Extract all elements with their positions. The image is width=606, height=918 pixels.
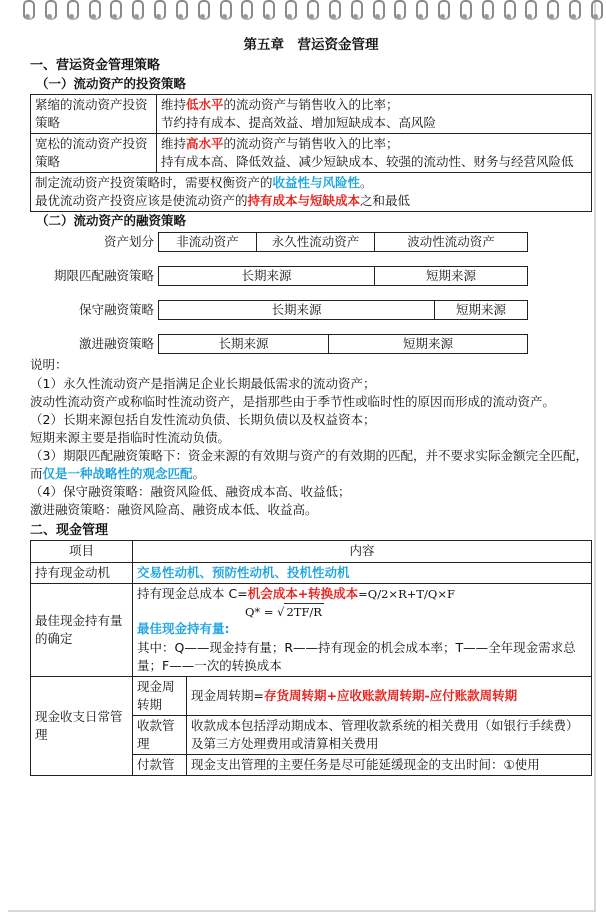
- text-run: 之和最低: [360, 193, 411, 209]
- text-run: 。: [192, 466, 206, 482]
- cash-management-table: [30, 540, 592, 776]
- spiral-ring-icon: [109, 0, 119, 22]
- table-row: [31, 676, 592, 715]
- spiral-ring-icon: [546, 0, 556, 22]
- loose-strategy-content: [157, 133, 592, 172]
- spiral-ring-icon: [590, 0, 600, 22]
- matching-strategy-row: [30, 266, 592, 286]
- spiral-ring-icon: [219, 0, 229, 22]
- spiral-ring-icon: [524, 0, 534, 22]
- column-header-content: 内容: [133, 541, 592, 562]
- table-header-row: [31, 541, 592, 562]
- investment-strategy-table: [30, 94, 592, 213]
- emphasis-opportunity-conversion-cost: 机会成本+转换成本: [247, 585, 359, 601]
- matching-strategy-bar: [158, 266, 528, 286]
- asset-division-bar: [158, 232, 528, 252]
- emphasis-high-level: 高水平: [186, 135, 224, 151]
- subsection-heading-investment: （一）流动资产的投资策略: [36, 76, 187, 92]
- spiral-ring-icon: [153, 0, 163, 22]
- note-4a: （4）保守融资策略：融资风险低、融资成本高、收益低；: [30, 484, 351, 500]
- spiral-binding: [22, 0, 600, 22]
- notes-block: [30, 356, 592, 519]
- notes-title: 说明：: [30, 357, 68, 373]
- emphasis-low-level: 低水平: [186, 96, 224, 112]
- loose-strategy-label: 宽松的流动资产投资策略: [31, 133, 157, 172]
- note-3: [30, 447, 592, 483]
- section-heading-cash: 二、现金管理: [30, 522, 109, 538]
- spiral-ring-icon: [437, 0, 447, 22]
- spiral-ring-icon: [131, 0, 141, 22]
- permanent-current-asset-cell: 永久性流动资产: [257, 233, 375, 251]
- emphasis-holding-shortage-cost: 持有成本与短缺成本: [247, 193, 361, 209]
- optimal-cash-content: [133, 583, 592, 676]
- table-row: [31, 173, 592, 212]
- subsection-heading-financing: （二）流动资产的融资策略: [36, 213, 187, 229]
- motive-label: 持有现金动机: [31, 562, 133, 583]
- investment-summary: [31, 173, 592, 212]
- spiral-ring-icon: [262, 0, 272, 22]
- total-cost-line: [137, 585, 587, 603]
- text-run: 。: [360, 175, 373, 191]
- spiral-ring-icon: [88, 0, 98, 22]
- aggressive-strategy-row: [30, 334, 592, 354]
- text-run: 的流动资产与销售收入的比率；: [223, 96, 399, 112]
- financing-diagram: [30, 232, 592, 354]
- summary-line-1: [35, 174, 587, 192]
- spiral-ring-icon: [481, 0, 491, 22]
- short-term-source-cell: 短期来源: [455, 302, 506, 318]
- summary-line-2: [35, 192, 587, 210]
- text-run: 现金周转期=: [191, 687, 264, 703]
- formula-radicand: 2TF/R: [286, 604, 322, 619]
- spiral-ring-icon: [459, 0, 469, 22]
- short-term-source-cell: 短期来源: [402, 336, 453, 352]
- emphasis-return-risk: 收益性与风险性: [272, 175, 361, 191]
- emphasis-cycle-formula: 存货周转期+应收账款周转期-应付账款周转期: [263, 687, 518, 703]
- noncurrent-asset-cell: 非流动资产: [159, 233, 257, 251]
- text-run: 维持: [161, 135, 187, 151]
- optimal-cash-label: 最佳现金持有量的确定: [31, 583, 133, 676]
- spiral-ring-icon: [350, 0, 360, 22]
- spiral-ring-icon: [306, 0, 316, 22]
- notebook-page: [8, 0, 596, 912]
- cash-cycle-label: 现金周转期: [133, 676, 187, 715]
- page-content: [30, 36, 592, 776]
- table-row: [31, 583, 592, 676]
- payment-label: 付款管: [133, 755, 187, 776]
- spiral-ring-icon: [22, 0, 32, 22]
- aggressive-strategy-label: 激进融资策略: [78, 336, 154, 352]
- tight-strategy-label: 紧缩的流动资产投资策略: [31, 94, 157, 133]
- page-title: 第五章 营运资金管理: [243, 37, 379, 53]
- long-term-source-cell: 长期来源: [159, 267, 375, 285]
- conservative-strategy-bar: [158, 300, 528, 320]
- variable-definitions: 其中：Q——现金持有量；R——持有现金的机会成本率；T——全年现金需求总量；F——一次的转换成本: [137, 639, 576, 673]
- cash-cycle-content: [187, 676, 592, 715]
- spiral-ring-icon: [66, 0, 76, 22]
- formula-lhs: Q* =: [245, 604, 278, 619]
- section-heading-strategy: 一、营运资金管理策略: [30, 57, 161, 73]
- loose-line-2: 持有成本高、降低效益、减少短缺成本、较强的流动性、财务与经营风险低: [161, 153, 574, 169]
- total-cost-formula: =Q/2×R+T/Q×F: [358, 586, 455, 601]
- note-4b: 激进融资策略：融资风险高、融资成本低、收益高。: [30, 502, 318, 518]
- long-term-source-cell: 长期来源: [159, 301, 435, 319]
- daily-management-label: 现金收支日常管理: [31, 676, 133, 776]
- text-run: 的流动资产与销售收入的比率；: [223, 135, 399, 151]
- spiral-ring-icon: [197, 0, 207, 22]
- optimal-q-formula: [137, 603, 587, 621]
- tight-line-1: [161, 96, 587, 114]
- spiral-ring-icon: [284, 0, 294, 22]
- spiral-ring-icon: [240, 0, 250, 22]
- text-run: 制定流动资产投资策略时，需要权衡资产的: [35, 175, 273, 191]
- loose-line-1: [161, 135, 587, 153]
- spiral-ring-icon: [328, 0, 338, 22]
- spiral-ring-icon: [415, 0, 425, 22]
- short-term-source-cell: 短期来源: [425, 268, 476, 284]
- asset-division-label: 资产划分: [103, 234, 154, 250]
- table-row: [31, 94, 592, 133]
- spiral-ring-icon: [503, 0, 513, 22]
- collection-label: 收款管理: [133, 716, 187, 755]
- collection-content: 收款成本包括浮动期成本、管理收款系统的相关费用（如银行手续费）及第三方处理费用或清算相关费用: [187, 716, 592, 755]
- text-run: 持有现金总成本 C=: [137, 585, 248, 601]
- text-run: （3）期限匹配融资策略下：资金来源的有效期与资产的有效期的匹配，并不要求实际金额完全匹配，而: [30, 448, 588, 482]
- tight-strategy-content: [157, 94, 592, 133]
- note-1a: （1）永久性流动资产是指满足企业长期最低需求的流动资产；: [30, 375, 376, 391]
- sqrt-icon: √: [277, 604, 285, 619]
- spiral-ring-icon: [372, 0, 382, 22]
- note-1b: 波动性流动资产或称临时性流动资产，是指那些由于季节性或临时性的原因而形成的流动资产。: [30, 393, 556, 409]
- asset-division-row: [30, 232, 592, 252]
- optimal-cash-caption: 最佳现金持有量:: [137, 621, 230, 637]
- table-row: [31, 133, 592, 172]
- fluctuating-current-asset-cell: 波动性流动资产: [407, 234, 495, 250]
- conservative-strategy-label: 保守融资策略: [78, 302, 154, 318]
- note-2b: 短期来源主要是指临时性流动负债。: [30, 429, 231, 445]
- spiral-ring-icon: [44, 0, 54, 22]
- text-run: 最优流动资产投资应该是使流动资产的: [35, 193, 248, 209]
- spiral-ring-icon: [568, 0, 578, 22]
- conservative-strategy-row: [30, 300, 592, 320]
- table-row: [31, 562, 592, 583]
- note-2a: （2）长期来源包括自发性流动负债、长期负债以及权益资本；: [30, 411, 376, 427]
- aggressive-strategy-bar: [158, 334, 528, 354]
- tight-line-2: 节约持有成本、提高效益、增加短缺成本、高风险: [161, 114, 437, 130]
- emphasis-strategic-matching: 仅是一种战略性的观念匹配: [42, 466, 193, 482]
- column-header-item: 项目: [31, 541, 133, 562]
- long-term-source-cell: 长期来源: [159, 335, 329, 353]
- matching-strategy-label: 期限匹配融资策略: [53, 268, 154, 284]
- spiral-ring-icon: [393, 0, 403, 22]
- spiral-ring-icon: [175, 0, 185, 22]
- payment-content: 现金支出管理的主要任务是尽可能延缓现金的支出时间：①使用: [187, 755, 592, 776]
- text-run: 维持: [161, 96, 187, 112]
- motive-value: 交易性动机、预防性动机、投机性动机: [133, 562, 592, 583]
